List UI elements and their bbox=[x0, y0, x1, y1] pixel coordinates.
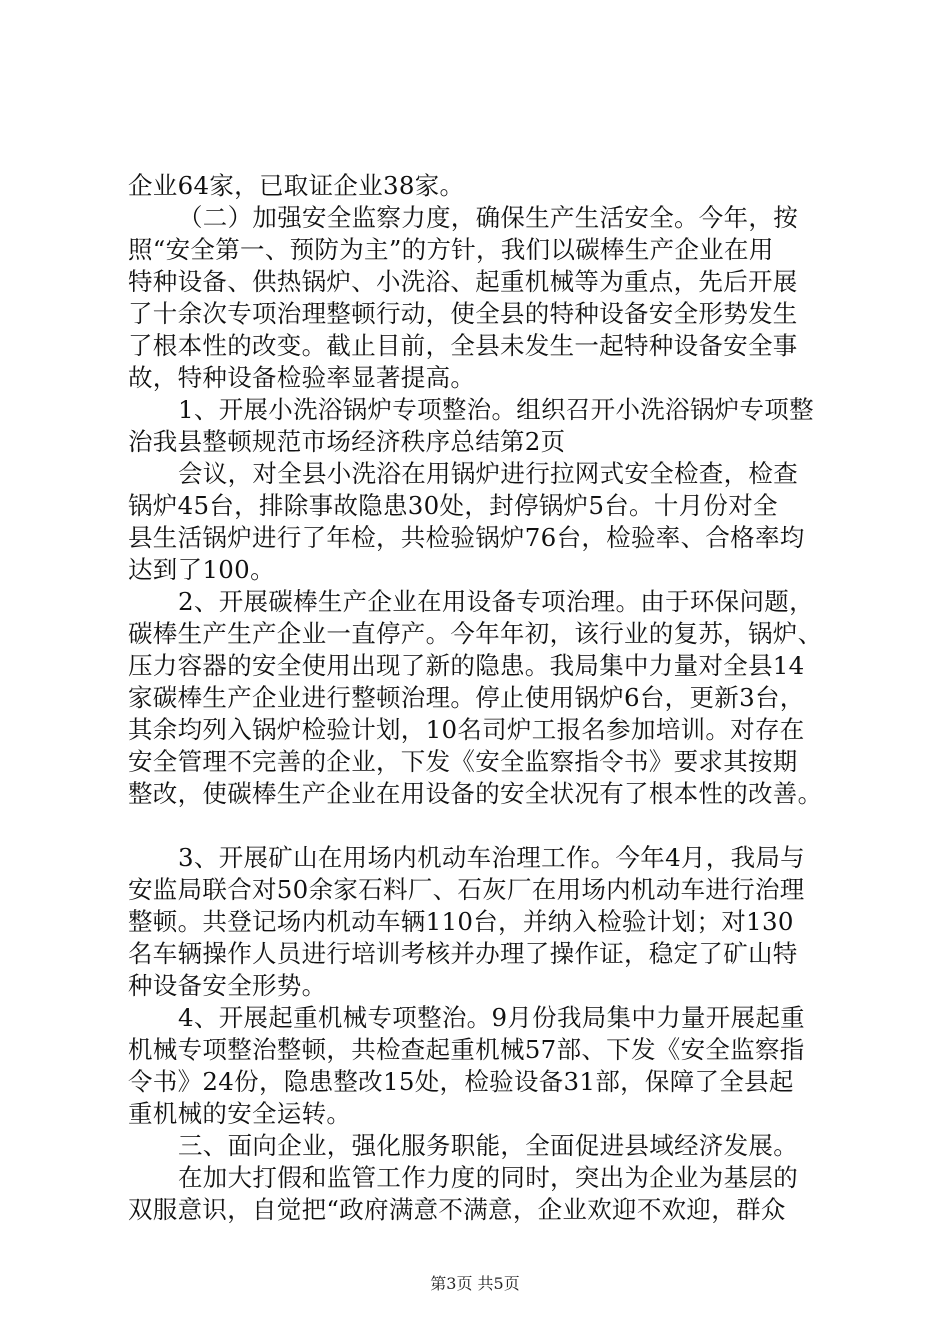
text-line: 特种设备、供热锅炉、小洗浴、起重机械等为重点，先后开展 bbox=[128, 267, 798, 296]
text-line: （二）加强安全监察力度，确保生产生活安全。今年，按 bbox=[178, 203, 798, 232]
text-line: 企业64家，已取证企业38家。 bbox=[128, 171, 465, 200]
text-line: 令书》24份，隐患整改15处，检验设备31部，保障了全县起 bbox=[128, 1067, 794, 1096]
text-line: 2、开展碳棒生产企业在用设备专项治理。由于环保问题， bbox=[178, 587, 814, 616]
text-line: 4、开展起重机械专项整治。9月份我局集中力量开展起重 bbox=[178, 1003, 805, 1032]
text-line: 安监局联合对50余家石料厂、石灰厂在用场内机动车进行治理 bbox=[128, 875, 805, 904]
text-line: 1、开展小洗浴锅炉专项整治。组织召开小洗浴锅炉专项整 bbox=[178, 395, 814, 424]
text-line: 在加大打假和监管工作力度的同时，突出为企业为基层的 bbox=[178, 1163, 798, 1192]
text-line: 锅炉45台，排除事故隐患30处，封停锅炉5台。十月份对全 bbox=[128, 491, 778, 520]
text-line: 重机械的安全运转。 bbox=[128, 1099, 352, 1128]
text-line: 故，特种设备检验率显著提高。 bbox=[128, 363, 476, 392]
text-line: 达到了100。 bbox=[128, 555, 275, 584]
text-line: 整顿。共登记场内机动车辆110台，并纳入检验计划；对130 bbox=[128, 907, 794, 936]
text-line: 安全管理不完善的企业，下发《安全监察指令书》要求其按期 bbox=[128, 747, 798, 776]
text-line: 家碳棒生产企业进行整顿治理。停止使用锅炉6台，更新3台， bbox=[128, 683, 805, 712]
text-line: 其余均列入锅炉检验计划，10名司炉工报名参加培训。对存在 bbox=[128, 715, 805, 744]
text-line: 县生活锅炉进行了年检，共检验锅炉76台，检验率、合格率均 bbox=[128, 523, 805, 552]
text-line: 整改，使碳棒生产企业在用设备的安全状况有了根本性的改善。 bbox=[128, 779, 823, 808]
text-line: 机械专项整治整顿，共检查起重机械57部、下发《安全监察指 bbox=[128, 1035, 805, 1064]
text-line: 名车辆操作人员进行培训考核并办理了操作证，稳定了矿山特 bbox=[128, 939, 798, 968]
text-line: 治我县整顿规范市场经济秩序总结第2页 bbox=[128, 427, 566, 456]
text-line: 种设备安全形势。 bbox=[128, 971, 327, 1000]
text-line: 压力容器的安全使用出现了新的隐患。我局集中力量对全县14 bbox=[128, 651, 805, 680]
text-line: 三、面向企业，强化服务职能，全面促进县域经济发展。 bbox=[178, 1131, 798, 1160]
text-line: 碳棒生产生产企业一直停产。今年年初，该行业的复苏，锅炉、 bbox=[128, 619, 823, 648]
page-number-footer: 第3页 共5页 bbox=[430, 1274, 520, 1293]
text-line: 3、开展矿山在用场内机动车治理工作。今年4月，我局与 bbox=[178, 843, 805, 872]
text-line: 双服意识，自觉把“政府满意不满意，企业欢迎不欢迎，群众 bbox=[128, 1195, 786, 1224]
text-line: 会议，对全县小洗浴在用锅炉进行拉网式安全检查，检查 bbox=[178, 459, 798, 488]
text-line: 照“安全第一、预防为主”的方针，我们以碳棒生产企业在用 bbox=[128, 235, 774, 264]
text-line: 了根本性的改变。截止目前，全县未发生一起特种设备安全事 bbox=[128, 331, 798, 360]
text-line: 了十余次专项治理整顿行动，使全县的特种设备安全形势发生 bbox=[128, 299, 798, 328]
